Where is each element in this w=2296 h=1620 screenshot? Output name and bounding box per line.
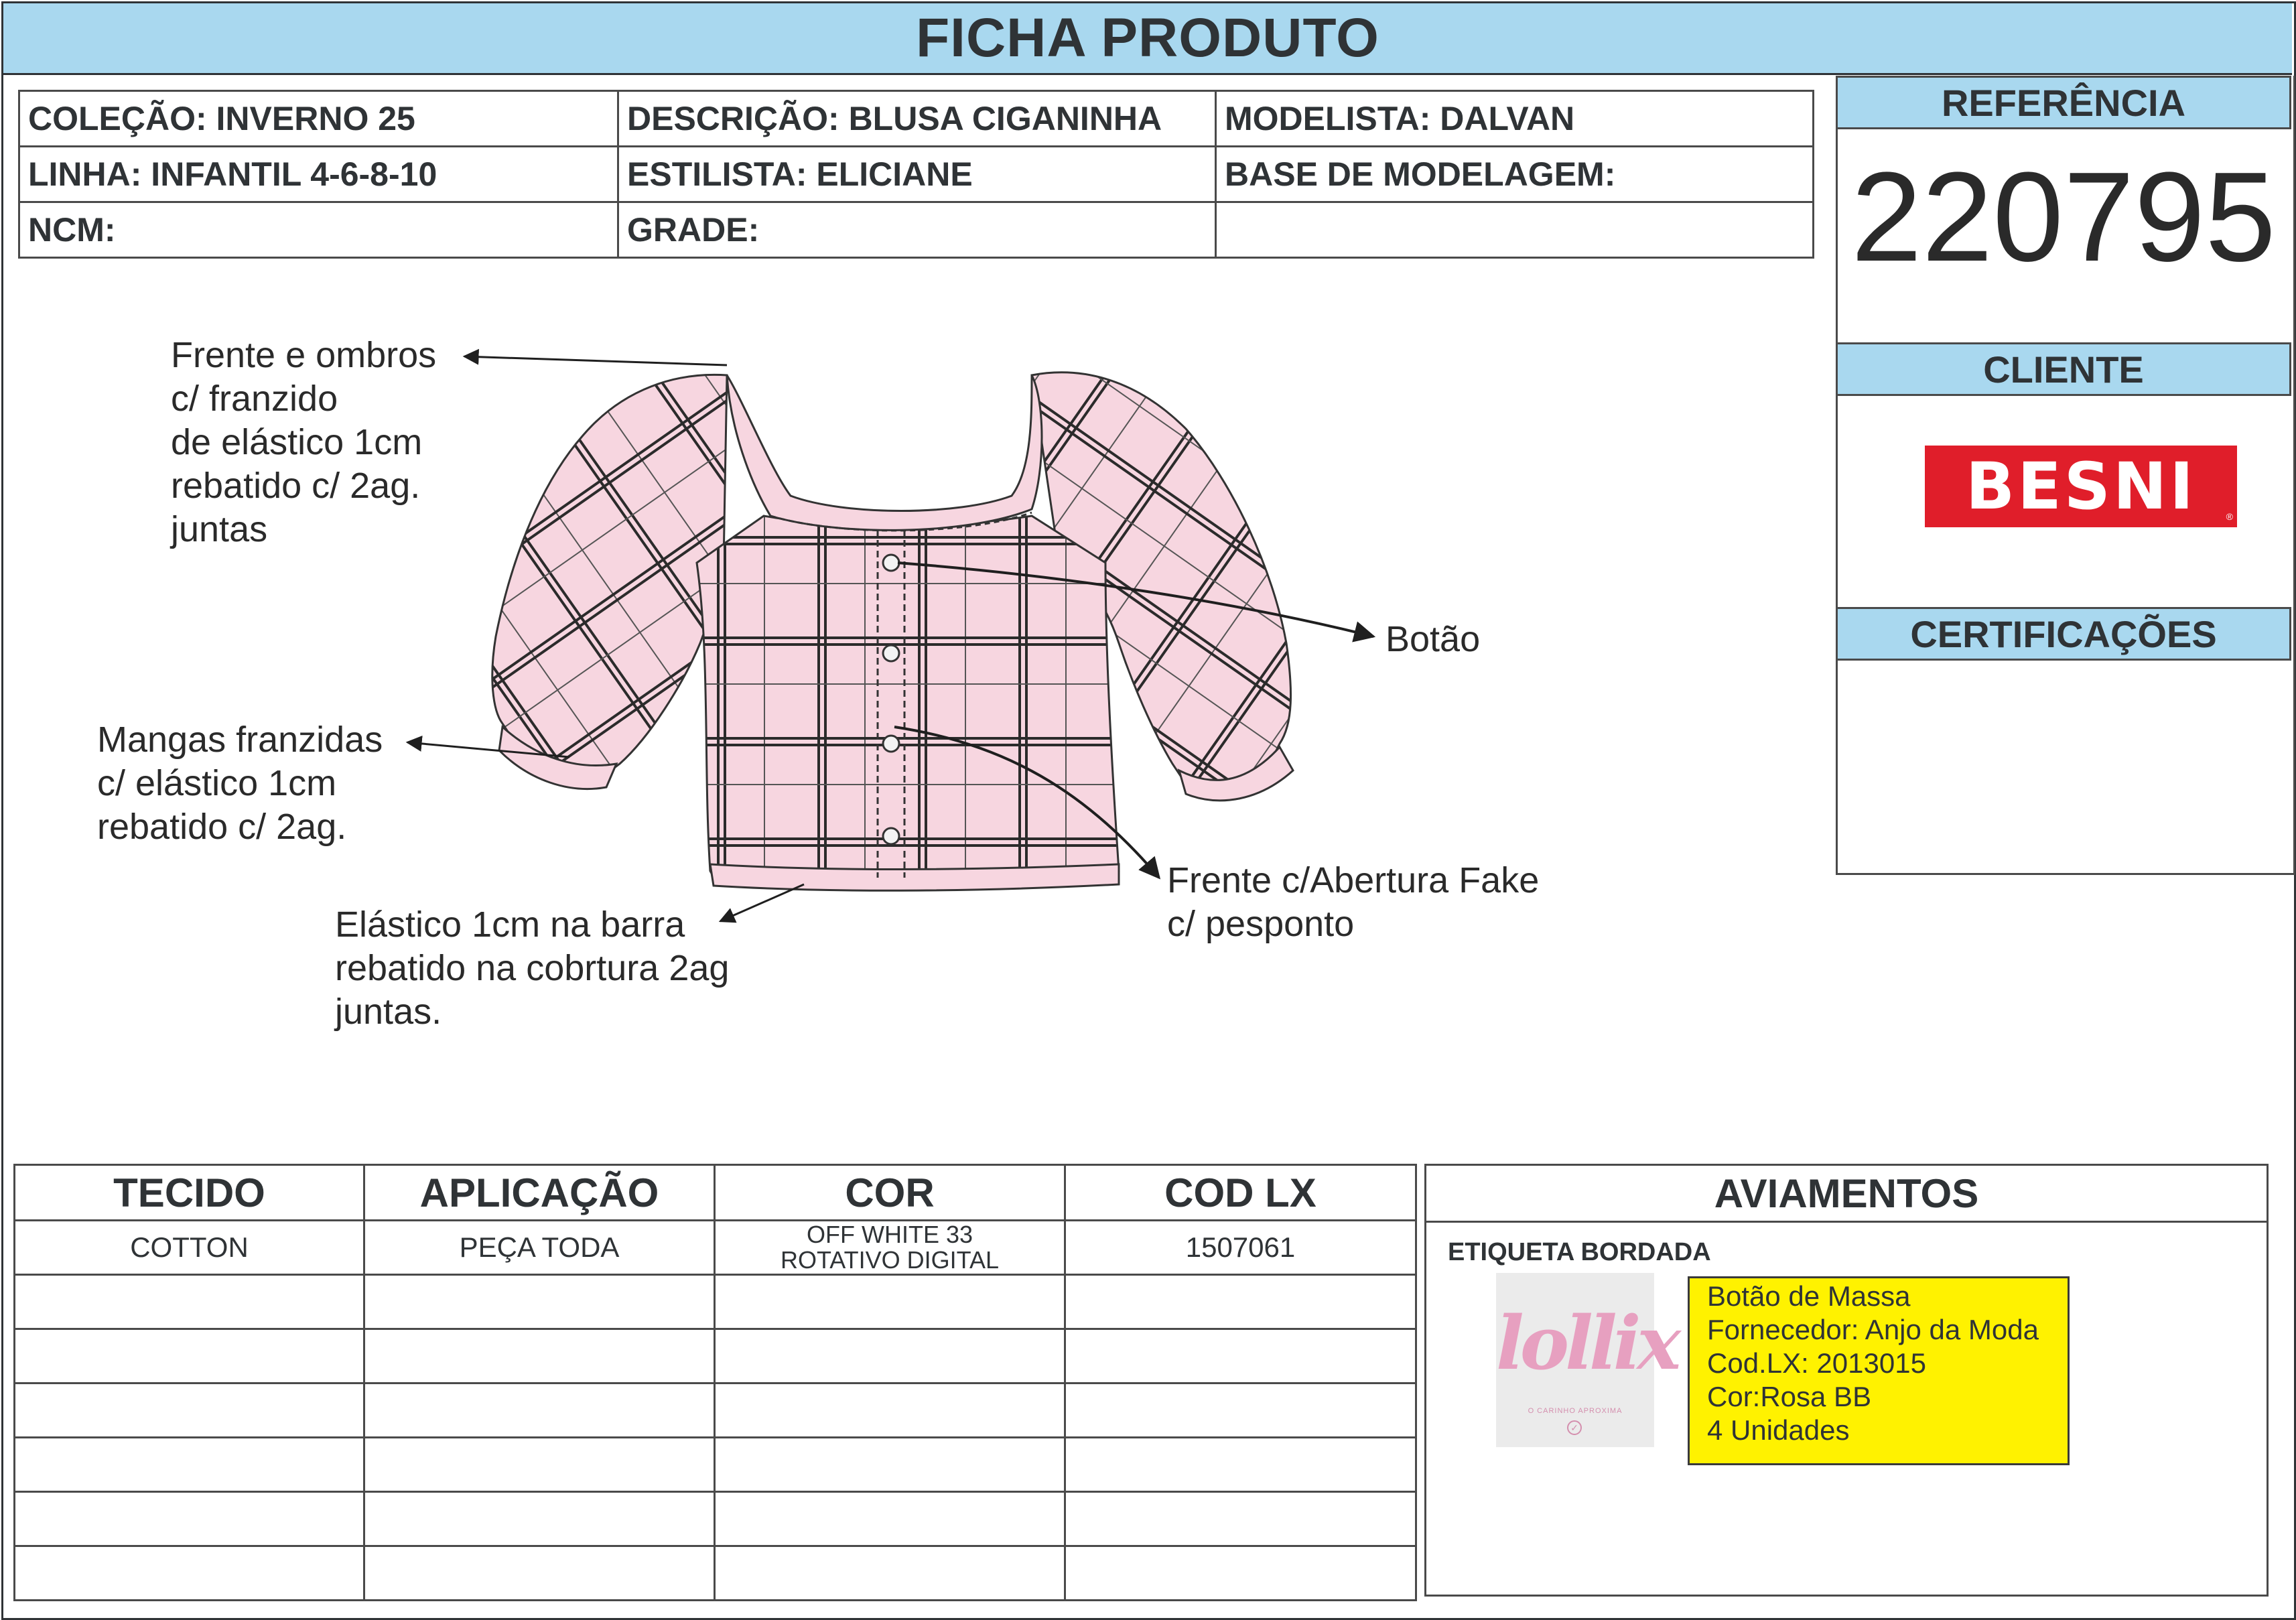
callout-botao: Botão (1386, 619, 1481, 659)
botao-note (1688, 1276, 2070, 1465)
callout-elastico-barra: Elástico 1cm na barra rebatido na cobrtura 2ag juntas. (335, 904, 730, 1032)
aviamentos-panel (1424, 1164, 2269, 1597)
estilista-field: ESTILISTA: ELICIANE (618, 147, 1216, 202)
lollix-emblem-icon: ✓ (1567, 1420, 1582, 1435)
descricao-field: DESCRIÇÃO: BLUSA CIGANINHA (618, 91, 1216, 147)
cell-cor (715, 1221, 1065, 1275)
neckline-ruffle (727, 375, 1042, 530)
table-row (15, 1492, 1416, 1546)
cell-cor-line1: OFF WHITE 33 (806, 1221, 973, 1248)
cell-cod-lx: 1507061 (1065, 1221, 1416, 1275)
besni-logo-text: BESNI (1966, 449, 2196, 524)
header-cod-lx: COD LX (1065, 1165, 1416, 1221)
aviamentos-title: AVIAMENTOS (1426, 1166, 2267, 1223)
header-tecido: TECIDO (15, 1165, 364, 1221)
note-line: Fornecedor: Anjo da Moda (1707, 1314, 2039, 1345)
button-icon (883, 828, 899, 844)
table-row (15, 1546, 1416, 1601)
table-row (15, 1383, 1416, 1438)
button-icon (883, 736, 899, 752)
button-icon (883, 555, 899, 571)
cell-cor-line2: ROTATIVO DIGITAL (780, 1246, 1000, 1274)
note-line: Cor:Rosa BB (1707, 1381, 1872, 1412)
colecao-field: COLEÇÃO: INVERNO 25 (19, 91, 618, 147)
cell-aplicacao: PEÇA TODA (364, 1221, 715, 1275)
table-row (15, 1221, 1416, 1275)
note-line: 4 Unidades (1707, 1414, 1850, 1446)
certificacoes-header: CERTIFICAÇÕES (1836, 607, 2291, 661)
callout-mangas: Mangas franzidas c/ elástico 1cm rebatido c/ 2ag. (97, 720, 383, 847)
grade-field: GRADE: (618, 202, 1216, 258)
left-sleeve (492, 375, 727, 776)
note-line: Botão de Massa (1707, 1280, 1911, 1312)
table-row (15, 1438, 1416, 1492)
base-modelagem-field: BASE DE MODELAGEM: (1216, 147, 1814, 202)
registered-mark-icon: ® (2226, 511, 2233, 522)
etiqueta-label: ETIQUETA BORDADA (1448, 1238, 1711, 1266)
cliente-header: CLIENTE (1836, 342, 2291, 396)
linha-field: LINHA: INFANTIL 4-6-8-10 (19, 147, 618, 202)
fabric-table (13, 1164, 1417, 1601)
header-cor: COR (715, 1165, 1065, 1221)
lollix-label-image (1496, 1273, 1678, 1447)
cell-tecido: COTTON (15, 1221, 364, 1275)
ncm-field: NCM: (19, 202, 618, 258)
front-body (697, 516, 1119, 887)
referencia-header: REFERÊNCIA (1836, 76, 2291, 129)
table-row (15, 1329, 1416, 1383)
page-title: FICHA PRODUTO (3, 3, 2292, 75)
lollix-tagline: O CARINHO APROXIMA (1528, 1407, 1623, 1415)
arrow-frente-ombros (464, 356, 727, 365)
referencia-value: 220795 (1850, 146, 2276, 288)
note-line: Cod.LX: 2013015 (1707, 1347, 1926, 1379)
modelista-field: MODELISTA: DALVAN (1216, 91, 1814, 147)
lollix-logo: lollix (1496, 1300, 1678, 1386)
callout-frente-abertura: Frente c/Abertura Fake c/ pesponto (1167, 860, 1540, 944)
callout-frente-ombros: Frente e ombros c/ franzido de elástico 1cm rebatido c/ 2ag. juntas (171, 335, 437, 549)
header-aplicacao: APLICAÇÃO (364, 1165, 715, 1221)
arrow-elastico-barra (720, 884, 804, 921)
table-row (15, 1275, 1416, 1329)
button-icon (883, 645, 899, 661)
